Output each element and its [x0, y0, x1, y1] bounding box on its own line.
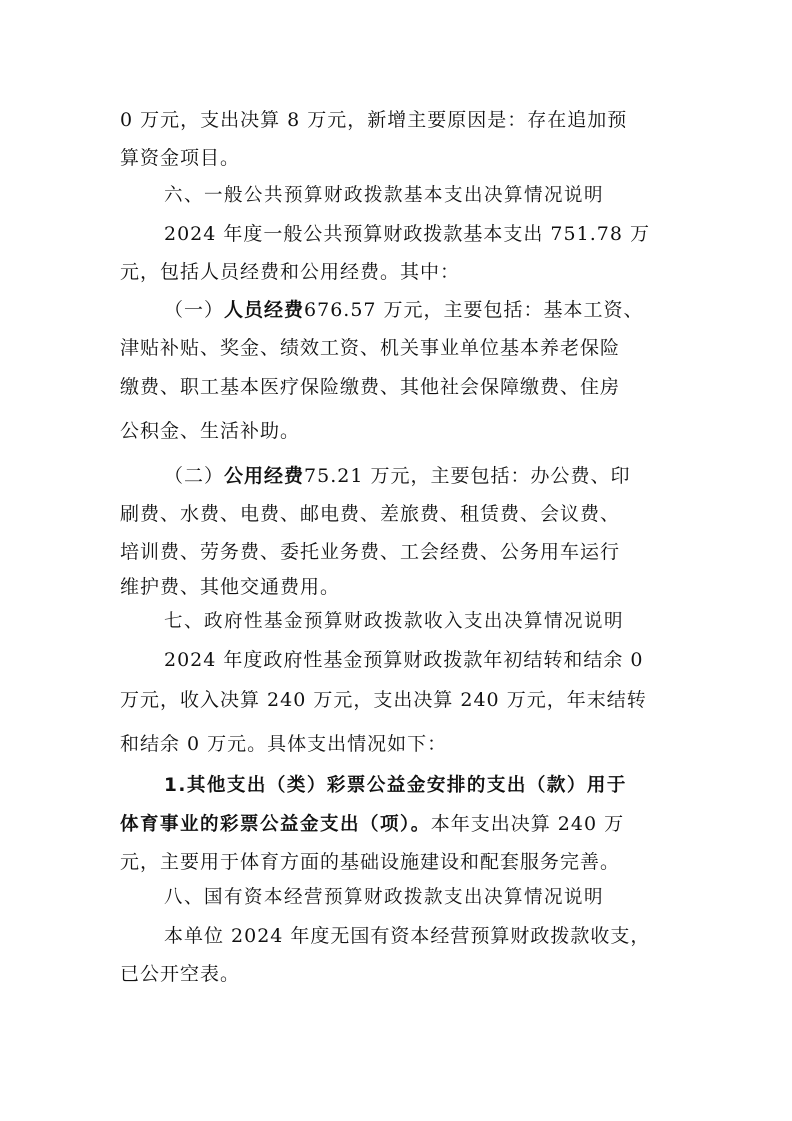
paragraph-line: 和结余 0 万元。具体支出情况如下：: [120, 733, 448, 755]
bold-item-title: 体育事业的彩票公益金支出（项）。: [120, 814, 431, 835]
section-heading-7: 七、政府性基金预算财政拨款收入支出决算情况说明: [164, 611, 625, 632]
paragraph-line: [120, 811, 624, 838]
paragraph-line: 津贴补贴、奖金、绩效工资、机关事业单位基本养老保险: [120, 337, 621, 359]
paragraph-line: 本单位 2024 年度无国有资本经营预算财政拨款收支，: [164, 925, 651, 947]
bold-term: 人员经费: [224, 299, 305, 321]
bold-item-title: 1.其他支出（类）彩票公益金安排的支出（款）用于: [164, 775, 627, 796]
paragraph-line: 培训费、劳务费、委托业务费、工会经费、公务用车运行: [120, 541, 621, 563]
paragraph-line: 已公开空表。: [120, 963, 241, 985]
paragraph-line: 算资金项目。: [120, 147, 241, 169]
item-number: （二）: [164, 465, 225, 487]
bold-term: 公用经费: [224, 465, 305, 487]
paragraph-line: [164, 463, 630, 489]
paragraph-line: 万元，收入决算 240 万元，支出决算 240 万元，年末结转: [120, 689, 647, 711]
item-text: 676.57 万元，主要包括：基本工资、: [304, 299, 644, 321]
paragraph-line: 公积金、生活补助。: [120, 420, 301, 442]
paragraph-line: 0 万元，支出决算 8 万元，新增主要原因是：存在追加预: [120, 109, 628, 131]
item-number: （一）: [164, 299, 225, 321]
section-heading-6: 六、一般公共预算财政拨款基本支出决算情况说明: [164, 185, 605, 206]
paragraph-line: 刷费、水费、电费、邮电费、差旅费、租赁费、会议费、: [120, 503, 621, 525]
paragraph-line: 维护费、其他交通费用。: [120, 576, 341, 598]
item-text: 75.21 万元，主要包括：办公费、印: [304, 465, 631, 487]
paragraph-line: 缴费、职工基本医疗保险缴费、其他社会保障缴费、住房: [120, 376, 621, 398]
section-heading-8: 八、国有资本经营预算财政拨款支出决算情况说明: [164, 887, 605, 908]
paragraph-line: 元，包括人员经费和公用经费。其中：: [120, 261, 461, 283]
paragraph-line: 元，主要用于体育方面的基础设施建设和配套服务完善。: [120, 851, 621, 873]
paragraph-line: 2024 年度一般公共预算财政拨款基本支出 751.78 万: [164, 223, 650, 245]
paragraph-line: [164, 297, 644, 323]
item-text: 本年支出决算 240 万: [430, 813, 625, 835]
paragraph-line: 2024 年度政府性基金预算财政拨款年初结转和结余 0: [164, 649, 644, 671]
